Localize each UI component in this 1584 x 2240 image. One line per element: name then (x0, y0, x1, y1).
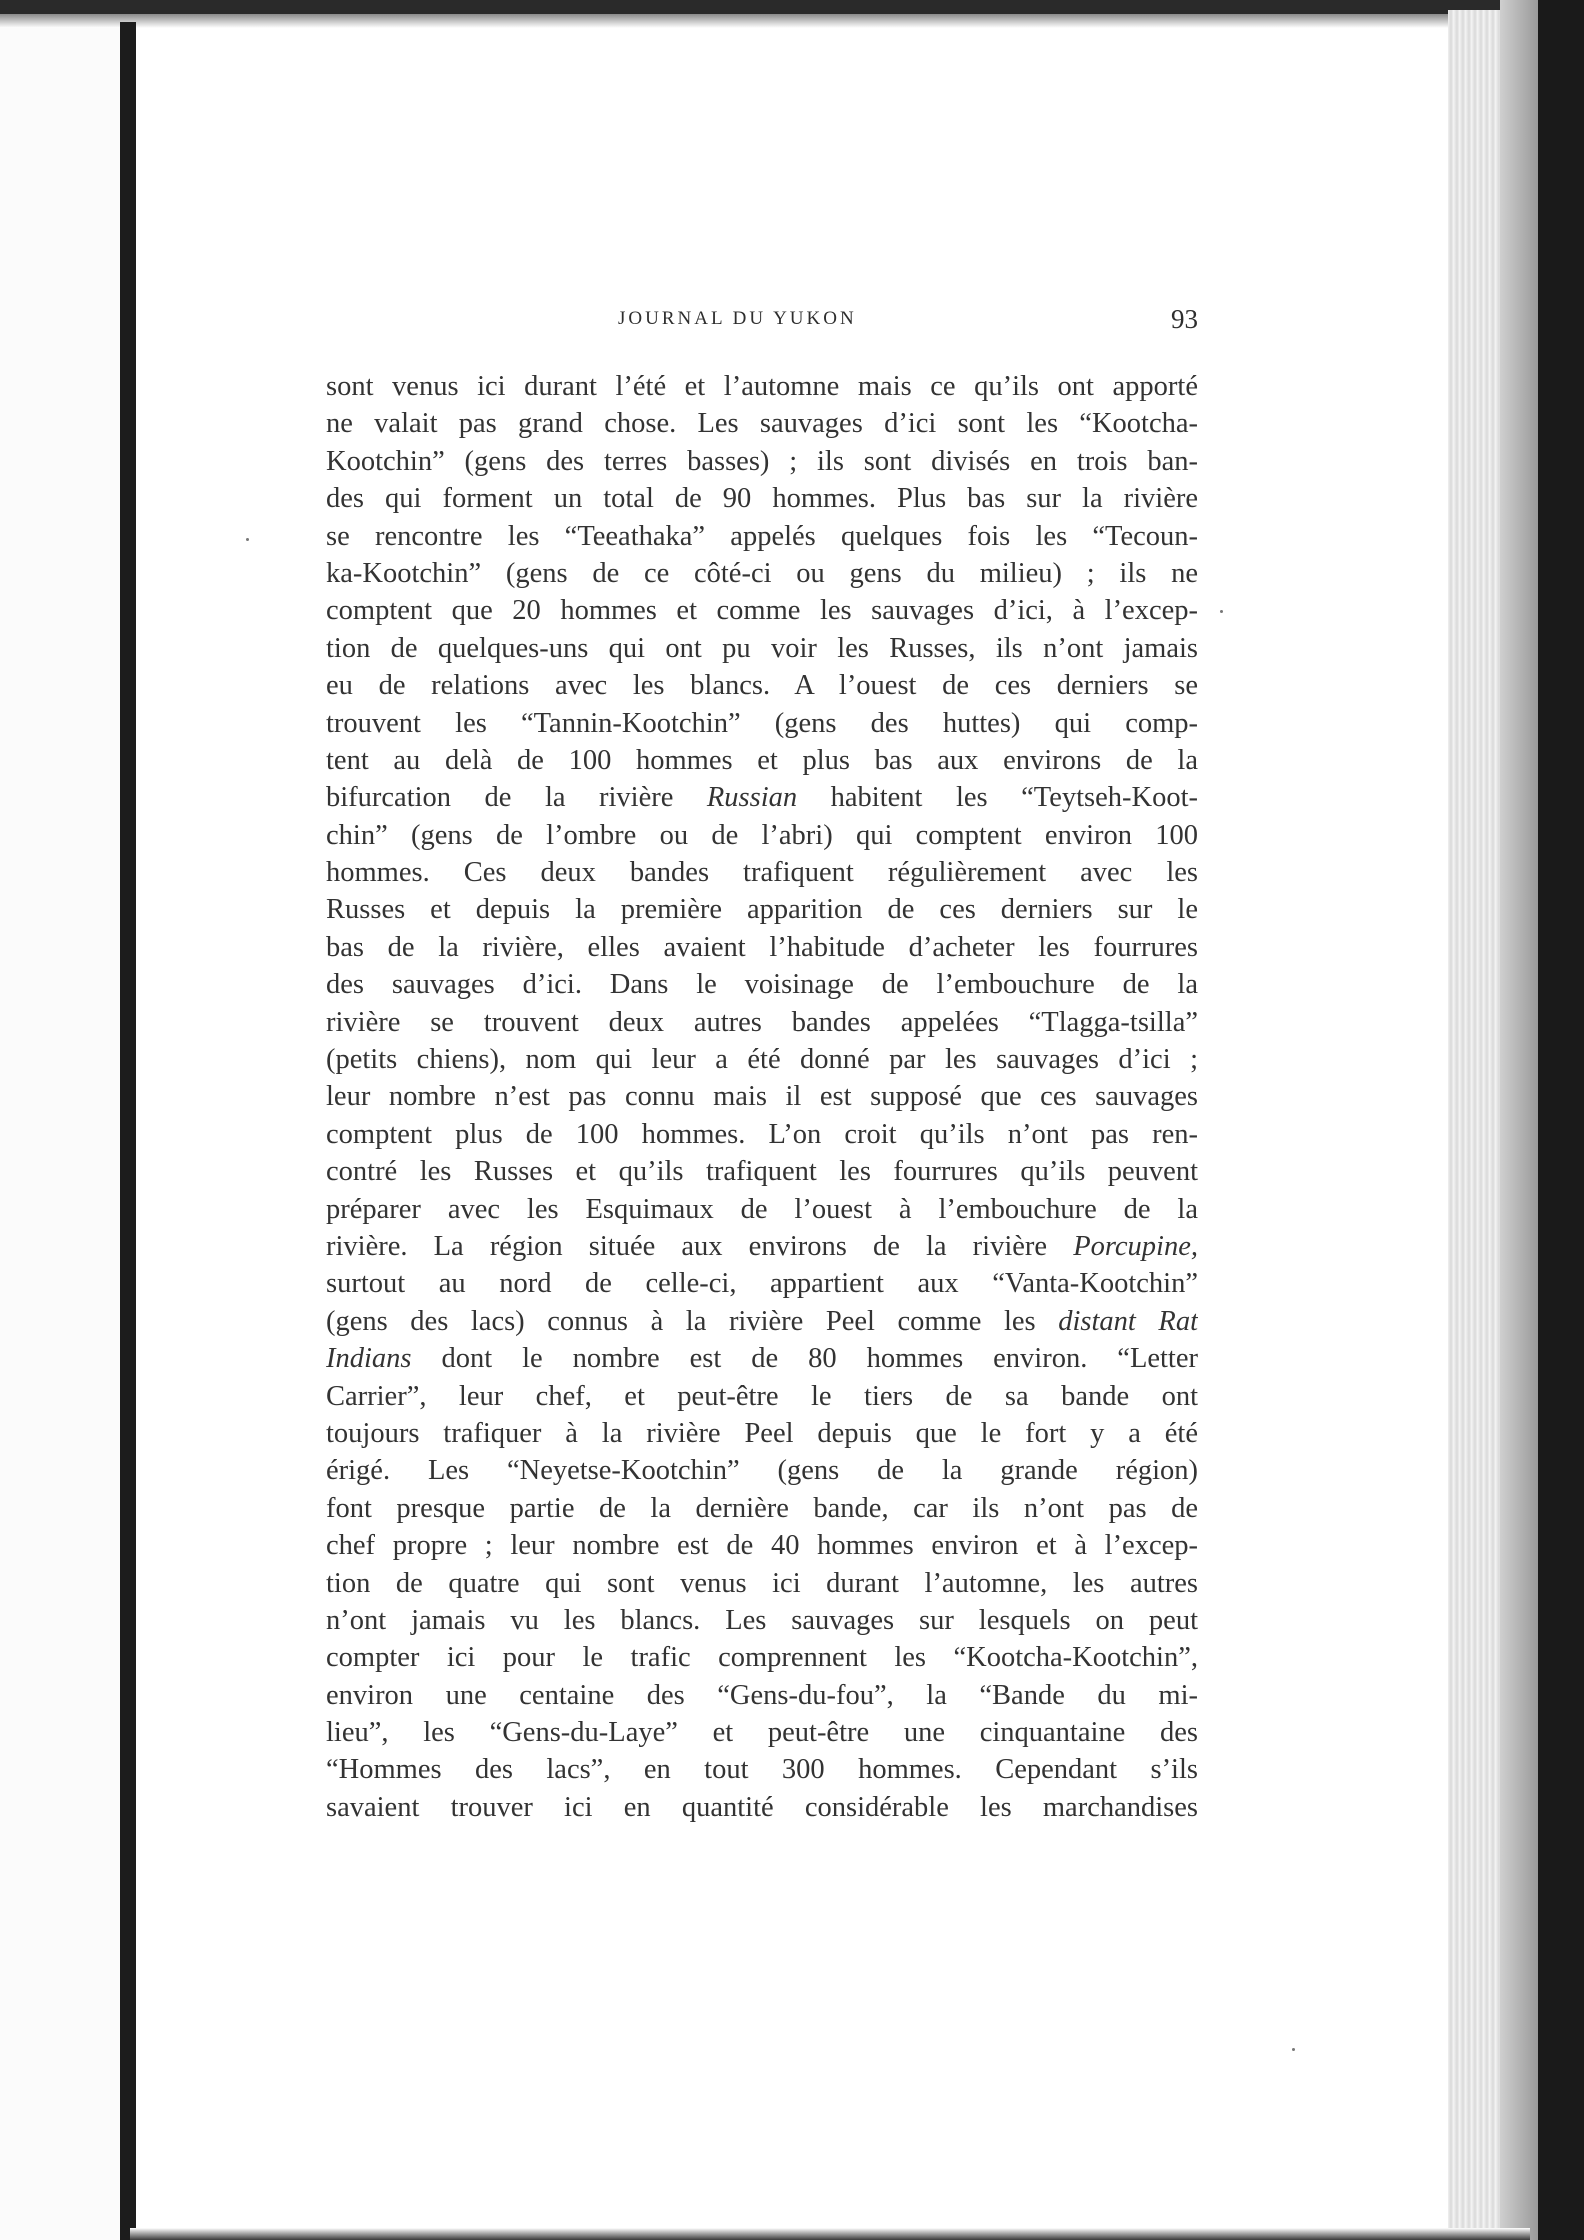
text-line: toujours trafiquer à la rivière Peel depuis que le fort y a été (326, 1417, 1198, 1449)
scan-right-border (1538, 0, 1584, 2240)
scan-bottom-border (130, 2228, 1530, 2240)
text-line (326, 1340, 1198, 1377)
page-edge-shadow (1500, 0, 1538, 2240)
text-line: “Hommes des lacs”, en tout 300 hommes. Cependant s’ils (326, 1754, 1198, 1786)
italic-segment: distant Rat (1058, 1305, 1198, 1337)
text-line: se rencontre les “Teeathaka” appelés quelques fois les “Tecoun- (326, 520, 1198, 552)
text-line: tion de quatre qui sont venus ici durant l’automne, les autres (326, 1567, 1198, 1599)
text-line: comptent que 20 hommes et comme les sauvages d’ici, à l’excep- (326, 595, 1198, 627)
text-line: environ une centaine des “Gens-du-fou”, la “Bande du mi- (326, 1679, 1198, 1711)
scan-top-border (0, 0, 1584, 14)
text-line: érigé. Les “Neyetse-Kootchin” (gens de la grande région) (326, 1455, 1198, 1487)
text-segment: bifurcation de la rivière (326, 782, 707, 814)
text-line: ne valait pas grand chose. Les sauvages d’ici sont les “Kootcha- (326, 408, 1198, 440)
text-line: eu de relations avec les blancs. A l’ouest de ces derniers se (326, 670, 1198, 702)
text-line: n’ont jamais vu les blancs. Les sauvages sur lesquels on peut (326, 1604, 1198, 1636)
text-line (326, 1303, 1198, 1340)
dust-speck (1292, 2048, 1295, 2051)
text-line (326, 1228, 1198, 1265)
facing-page-edge (0, 28, 120, 2240)
italic-segment: Russian (706, 782, 798, 814)
text-line: comptent plus de 100 hommes. L’on croit qu’ils n’ont pas ren- (326, 1118, 1198, 1150)
text-line: chef propre ; leur nombre est de 40 hommes environ et à l’excep- (326, 1530, 1198, 1562)
text-line: tent au delà de 100 hommes et plus bas aux environs de la (326, 744, 1198, 776)
body-text (326, 368, 1198, 1826)
text-line: chin” (gens de l’ombre ou de l’abri) qui comptent environ 100 (326, 819, 1198, 851)
text-segment: habitent les “Teytseh-Koot- (797, 782, 1198, 814)
dust-speck (246, 538, 249, 541)
page-number: 93 (1171, 304, 1198, 334)
text-line: Carrier”, leur chef, et peut-être le tiers de sa bande ont (326, 1380, 1198, 1412)
text-line: trouvent les “Tannin-Kootchin” (gens des huttes) qui comp- (326, 707, 1198, 739)
text-line: des qui forment un total de 90 hommes. Plus bas sur la rivière (326, 483, 1198, 515)
italic-segment: Indians (326, 1343, 412, 1375)
text-line: leur nombre n’est pas connu mais il est supposé que ces sauvages (326, 1081, 1198, 1113)
text-line: font presque partie de la dernière bande, car ils n’ont pas de (326, 1492, 1198, 1524)
text-line: hommes. Ces deux bandes trafiquent régulièrement avec les (326, 857, 1198, 889)
running-title: JOURNAL DU YUKON (618, 308, 857, 329)
text-line: lieu”, les “Gens-du-Laye” et peut-être une cinquantaine des (326, 1717, 1198, 1749)
italic-segment: Porcupine, (1073, 1230, 1198, 1262)
book-gutter (120, 22, 136, 2240)
text-line: rivière se trouvent deux autres bandes appelées “Tlagga-tsilla” (326, 1006, 1198, 1038)
text-segment: rivière. La région située aux environs de la rivière (326, 1230, 1074, 1262)
dust-speck (1220, 610, 1223, 613)
text-line: savaient trouver ici en quantité considérable les marchandises (326, 1791, 1198, 1823)
running-header (326, 304, 1198, 338)
text-line: (petits chiens), nom qui leur a été donné par les sauvages d’ici ; (326, 1044, 1198, 1076)
text-segment: dont le nombre est de 80 hommes environ. “Letter (411, 1343, 1198, 1375)
text-line: tion de quelques-uns qui ont pu voir les Russes, ils n’ont jamais (326, 632, 1198, 664)
text-line: des sauvages d’ici. Dans le voisinage de l’embouchure de la (326, 969, 1198, 1001)
text-line: surtout au nord de celle-ci, appartient aux “Vanta-Kootchin” (326, 1268, 1198, 1300)
text-line: Russes et depuis la première apparition de ces derniers sur le (326, 894, 1198, 926)
text-line: bas de la rivière, elles avaient l’habitude d’acheter les fourrures (326, 931, 1198, 963)
scan-top-shadow (0, 14, 1584, 28)
text-line: contré les Russes et qu’ils trafiquent les fourrures qu’ils peuvent (326, 1156, 1198, 1188)
text-line: ka-Kootchin” (gens de ce côté-ci ou gens du milieu) ; ils ne (326, 557, 1198, 589)
text-segment: (gens des lacs) connus à la rivière Peel comme les (326, 1305, 1059, 1337)
text-line: compter ici pour le trafic comprennent les “Kootcha-Kootchin”, (326, 1642, 1198, 1674)
text-line: sont venus ici durant l’été et l’automne mais ce qu’ils ont apporté (326, 371, 1198, 402)
text-line: Kootchin” (gens des terres basses) ; ils sont divisés en trois ban- (326, 445, 1198, 477)
text-line: préparer avec les Esquimaux de l’ouest à l’embouchure de la (326, 1193, 1198, 1225)
text-line (326, 779, 1198, 816)
